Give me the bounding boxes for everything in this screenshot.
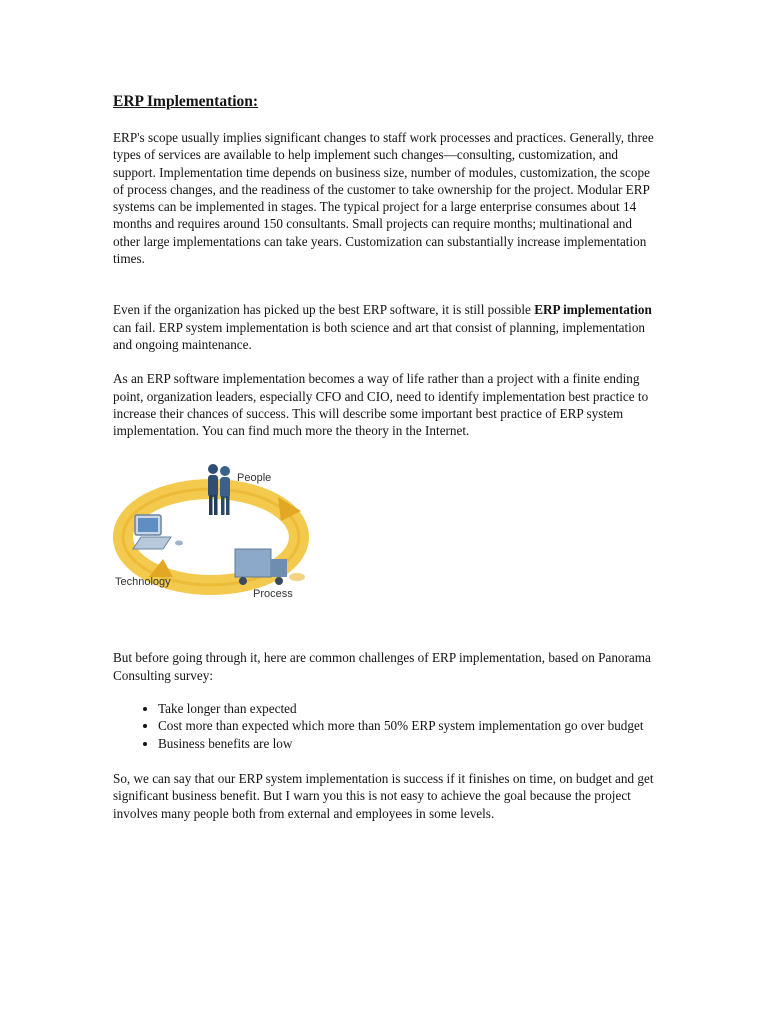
- paragraph-conclusion: So, we can say that our ERP system implementation is success if it finishes on time, on budget and get significant business benefit. But I warn you this is not easy to achieve the goal because the project involves many people both from external and employees in some levels.: [113, 770, 654, 821]
- list-item: • Cost more than expected which more than 50% ERP system implementation go over budget: [158, 717, 658, 734]
- paragraph-failure: [113, 301, 658, 353]
- page-title: ERP Implementation:: [113, 93, 259, 110]
- paragraph-scope: ERP's scope usually implies significant changes to staff work processes and practices. Generally, three types of services are available to help implement such changes—consulting, customization, and support. Implementation time depends on business size, number of modules, customization, the scope of process changes, and the readiness of the customer to take ownership for the project. Modular ERP systems can be implemented in stages. The typical project for a large enterprise consumes about 14 months and requires around 150 consultants. Small projects can require months; multinational and other large implementations can take years. Customization can substantially increase implementation times.: [113, 130, 654, 267]
- challenges-list: [113, 700, 658, 752]
- paragraph-failure-end: can fail. ERP system implementation is both science and art that consist of planning, implementation and ongoing maintenance.: [113, 319, 646, 352]
- paragraph-best-practice: As an ERP software implementation becomes a way of life rather than a project with a finite ending point, organization leaders, especially CFO and CIO, need to identify implementation best practice to increase their chances of success. This will describe some important best practice of ERP system implementation. You can find much more the theory in the Internet.: [113, 371, 649, 439]
- document-body: [113, 93, 658, 822]
- list-item: • Business benefits are low: [158, 735, 658, 752]
- list-item: • Take longer than expected: [158, 700, 658, 717]
- label-people: People: [237, 472, 272, 485]
- erp-cycle-diagram: [113, 459, 313, 619]
- erp-cycle-figure: [113, 459, 313, 619]
- paragraph-challenges: But before going through it, here are common challenges of ERP implementation, based on Panorama Consulting survey:: [113, 650, 651, 683]
- paragraph-failure-bold: ERP implementation: [534, 302, 652, 318]
- label-technology: Technology: [115, 576, 171, 589]
- paragraph-failure-start: Even if the organization has picked up the best ERP software, it is still possible: [113, 302, 535, 318]
- label-process: Process: [253, 588, 293, 601]
- computer-icon: [133, 515, 183, 549]
